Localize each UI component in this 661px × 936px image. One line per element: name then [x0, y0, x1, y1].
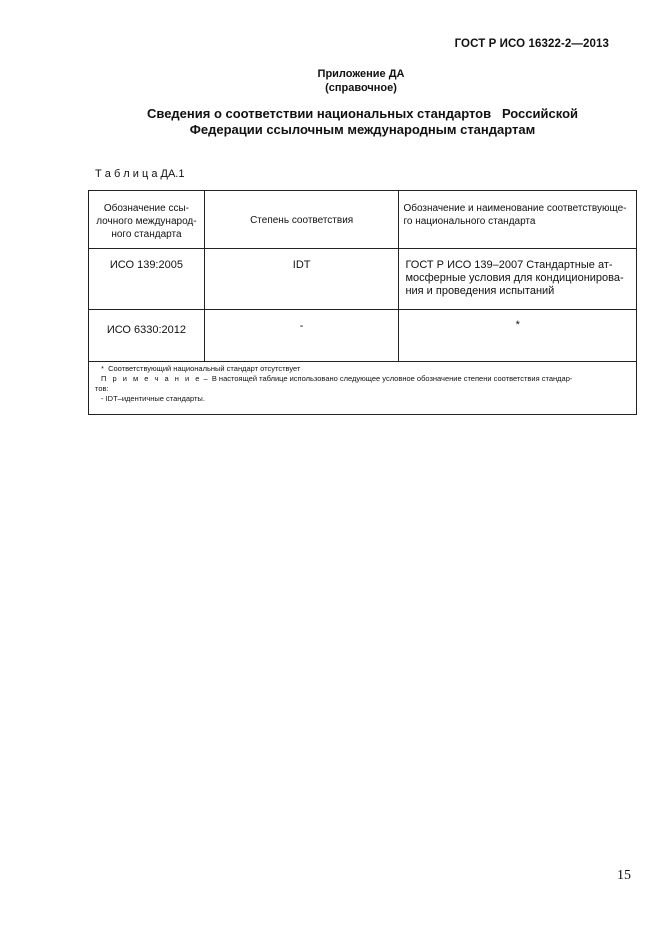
cell-degree	[204, 310, 399, 362]
row1-code: ИСО 139:2005	[109, 259, 183, 271]
header-col3-line-1: Обозначение и наименование соответствующе-	[403, 203, 627, 214]
table-caption: Т а б л и ц а ДА.1	[95, 168, 185, 180]
note-label: П р и м е ч а н и е	[101, 374, 202, 383]
document-code: ГОСТ Р ИСО 16322-2—2013	[454, 38, 609, 50]
row1-name-line-3: ния и проведения испытаний	[405, 285, 555, 297]
page-title-line-2: Федерации ссылочным международным стандартам	[189, 122, 536, 137]
header-col1-line-1: Обозначение ссы-	[103, 203, 189, 214]
row2-name: *	[515, 319, 520, 331]
note	[95, 374, 632, 384]
row1-name-line-1: ГОСТ Р ИСО 139–2007 Стандартные ат-	[405, 259, 613, 271]
cell-national-standard	[399, 310, 637, 362]
appendix-heading	[0, 67, 661, 95]
header-col3-line-2: го национального стандарта	[403, 216, 536, 227]
page-title	[120, 106, 605, 138]
header-cell-national-standard	[399, 191, 637, 249]
header-col1-line-2: лочного международ-	[96, 216, 197, 227]
table-row	[89, 310, 637, 362]
cell-international-code	[89, 310, 205, 362]
row1-degree: IDT	[292, 259, 311, 271]
page-number: 15	[617, 868, 631, 883]
note-item: - IDT–идентичные стандарты.	[101, 394, 205, 403]
table-notes-cell	[89, 362, 637, 415]
page-title-line-1: Сведения о соответствии национальных стандартов Российской	[146, 106, 578, 121]
table-row	[89, 249, 637, 310]
cell-degree	[204, 249, 399, 310]
row2-degree: -	[299, 320, 304, 332]
cell-national-standard	[399, 249, 637, 310]
note-continued: тов:	[95, 384, 109, 393]
header-cell-degree	[204, 191, 399, 249]
header-cell-international-code	[89, 191, 205, 249]
note-text: – В настоящей таблице использовано следующее условное обозначение степени соответствия стандар-	[201, 374, 573, 383]
table-header-row	[89, 191, 637, 249]
appendix-title: Приложение ДА	[317, 68, 405, 80]
header-col2-text: Степень соответствия	[250, 215, 354, 226]
cell-international-code	[89, 249, 205, 310]
header-col1-line-3: ного стандарта	[111, 229, 182, 240]
footnote: * Соответствующий национальный стандарт отсутствует	[101, 364, 301, 373]
correspondence-table	[88, 190, 637, 415]
table-notes-row	[89, 362, 637, 415]
appendix-note: (справочное)	[325, 82, 397, 94]
row2-code: ИСО 6330:2012	[106, 324, 187, 336]
row1-name-line-2: мосферные условия для кондиционирова-	[405, 272, 624, 284]
